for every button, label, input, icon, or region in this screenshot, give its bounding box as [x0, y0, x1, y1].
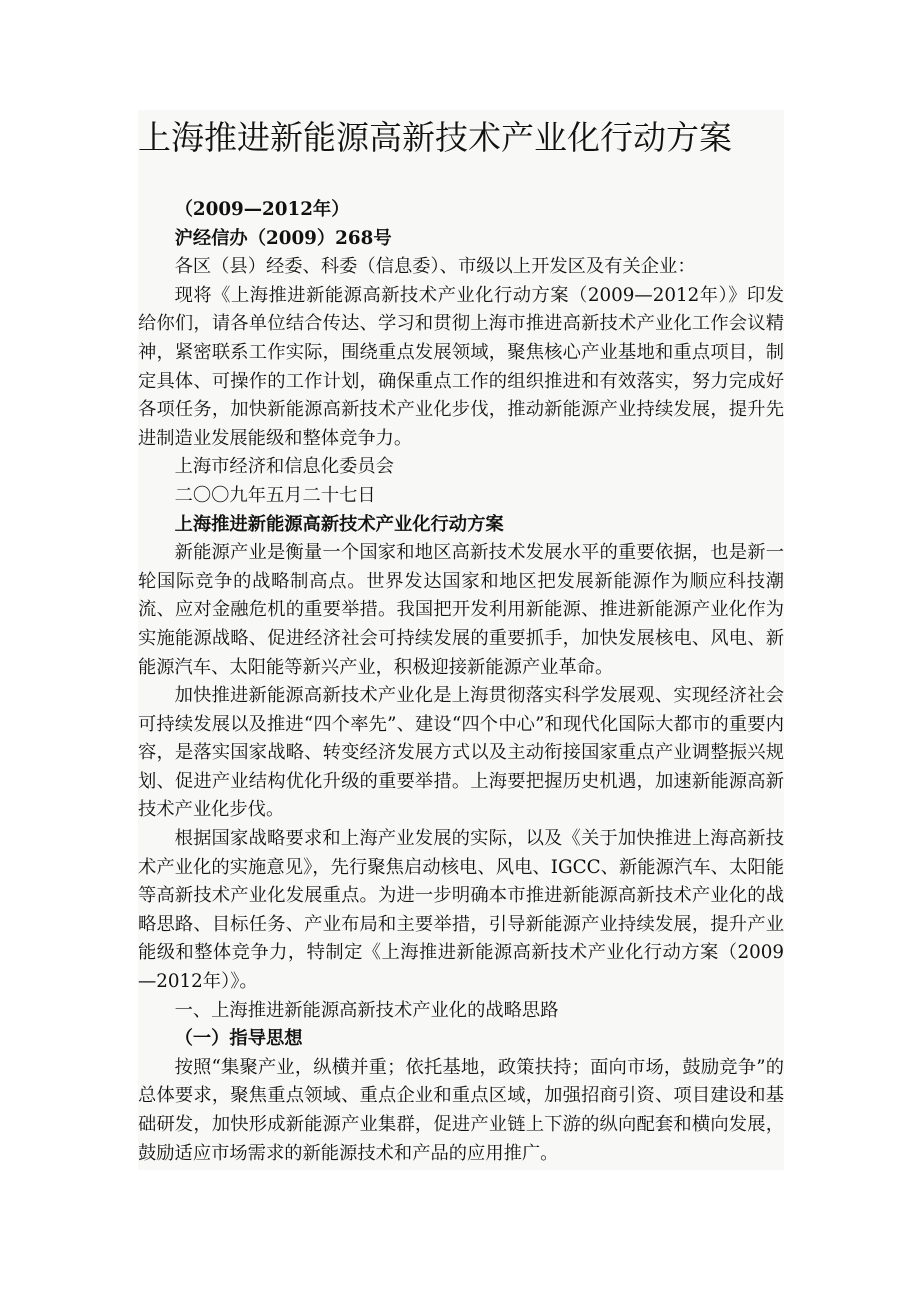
- document-page: [138, 110, 784, 1170]
- issuer-name: 上海市经济和信息化委员会: [174, 456, 394, 478]
- body-paragraph: 根据国家战略要求和上海产业发展的实际，以及《关于加快推进上海高新技术产业化的实施意见》，先行聚焦启动核电、风电、IGCC、新能源汽车、太阳能等高新技术产业化发展重点。为进一步明确本市推进新能源高新技术产业化的战略思路、目标任务、产业布局和主要举措，引导新能源产业持续发展，提升产业能级和整体竞争力，特制定《上海推进新能源高新技术产业化行动方案（2009—2012年）》。: [138, 828, 784, 993]
- section-title: 上海推进新能源高新技术产业化行动方案: [174, 513, 504, 535]
- document-title: 上海推进新能源高新技术产业化行动方案: [138, 118, 732, 157]
- addressee-line: 各区（县）经委、科委（信息委）、市级以上开发区及有关企业：: [174, 256, 696, 278]
- body-paragraph: 按照“集聚产业，纵横并重；依托基地，政策扶持；面向市场，鼓励竞争”的总体要求，聚焦重点领域、重点企业和重点区域，加强招商引资、项目建设和基础研发，加快形成新能源产业集群，促进产业链上下游的纵向配套和横向发展，鼓励适应市场需求的新能源技术和产品的应用推广。: [138, 1056, 784, 1164]
- body-paragraph: 新能源产业是衡量一个国家和地区高新技术发展水平的重要依据，也是新一轮国际竞争的战略制高点。世界发达国家和地区把发展新能源作为顺应科技潮流、应对金融危机的重要举措。我国把开发利用新能源、推进新能源产业化作为实施能源战略、促进经济社会可持续发展的重要抓手，加快发展核电、风电、新能源汽车、太阳能等新兴产业，积极迎接新能源产业革命。: [138, 542, 784, 678]
- document-number: 沪经信办（2009）268号: [174, 227, 392, 249]
- subsection-heading: （一）指导思想: [174, 1028, 303, 1050]
- issue-date: 二〇〇九年五月二十七日: [174, 484, 376, 506]
- body-paragraph: 加快推进新能源高新技术产业化是上海贯彻落实科学发展观、实现经济社会可持续发展以及推进“四个率先”、建设“四个中心”和现代化国际大都市的重要内容，是落实国家战略、转变经济发展方式以及主动衔接国家重点产业调整振兴规划、促进产业结构优化升级的重要举措。上海要把握历史机遇，加速新能源高新技术产业化步伐。: [138, 685, 784, 821]
- period-line: （2009—2012年）: [174, 199, 350, 220]
- document-body: [138, 196, 784, 1168]
- chapter-heading: 一、上海推进新能源高新技术产业化的战略思路: [174, 999, 559, 1021]
- notice-paragraph: 现将《上海推进新能源高新技术产业化行动方案（2009—2012年）》印发给你们，请各单位结合传达、学习和贯彻上海市推进高新技术产业化工作会议精神，紧密联系工作实际，围绕重点发展领域，聚焦核心产业基地和重点项目，制定具体、可操作的工作计划，确保重点工作的组织推进和有效落实，努力完成好各项任务，加快新能源高新技术产业化步伐，推动新能源产业持续发展，提升先进制造业发展能级和整体竞争力。: [138, 284, 784, 449]
